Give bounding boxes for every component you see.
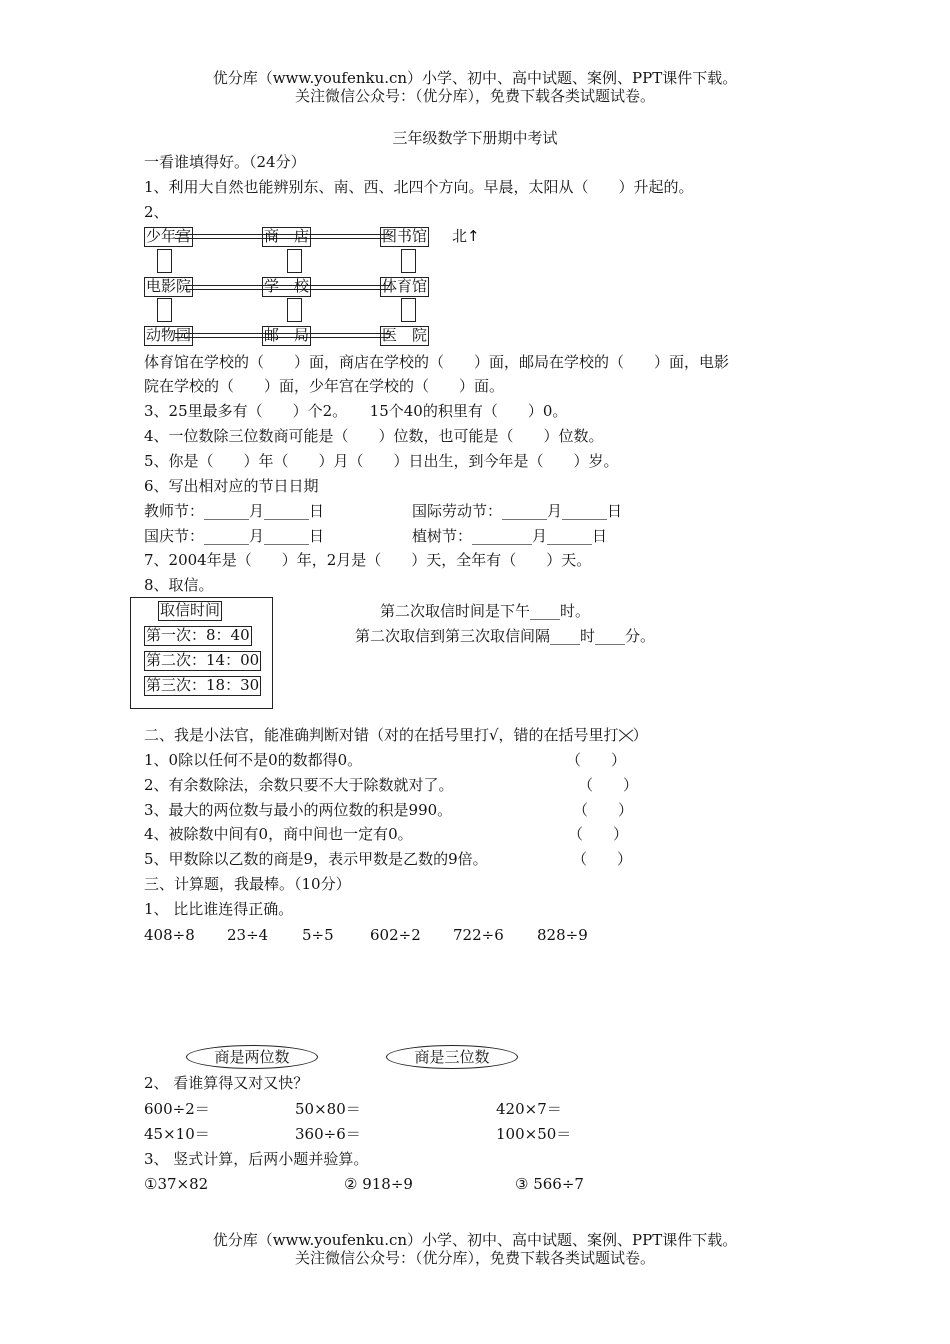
north-text: 北 xyxy=(452,227,468,245)
map-place: 体育馆 xyxy=(382,277,428,295)
map-square xyxy=(287,298,302,322)
vertical-calc-item: ② 918÷9 xyxy=(344,1175,413,1193)
question-3-1: 1、 比比谁连得正确。 xyxy=(144,900,294,918)
judge-paren: （ ） xyxy=(573,801,634,819)
question-1-2-text-b: 院在学校的（ ）面，少年宫在学校的（ ）面。 xyxy=(144,377,505,395)
judge-paren: （ ） xyxy=(578,776,639,794)
oval-two-digit-quotient: 商是两位数 xyxy=(186,1045,318,1069)
section-2-heading xyxy=(144,725,648,745)
question-1-3: 3、25里最多有（ ）个2。 15个40的积里有（ ）0。 xyxy=(144,402,568,420)
north-label xyxy=(452,226,480,246)
judge-paren: （ ） xyxy=(572,850,633,868)
holiday-labor-day: 国际劳动节：______月______日 xyxy=(412,502,623,520)
map-place: 医 院 xyxy=(382,326,428,344)
footer-line-1: 优分库（www.youfenku.cn）小学、初中、高中试题、案例、PPT课件下载。 xyxy=(212,1231,738,1249)
question-1-7: 7、2004年是（ ）年，2月是（ ）天，全年有（ ）天。 xyxy=(144,551,592,569)
mail-schedule-item: 第一次：8：40 xyxy=(146,626,250,644)
section-2-heading-end: ） xyxy=(632,726,648,744)
question-1-8: 8、取信。 xyxy=(144,576,214,594)
page-title: 三年级数学下册期中考试 xyxy=(392,129,558,147)
question-1-4: 4、一位数除三位数商可能是（ ）位数，也可能是（ ）位数。 xyxy=(144,427,604,445)
header-line-1: 优分库（www.youfenku.cn）小学、初中、高中试题、案例、PPT课件下载。 xyxy=(212,69,738,87)
map-place: 动物园 xyxy=(146,326,192,344)
vertical-calc-item: ①37×82 xyxy=(144,1175,209,1193)
vertical-calc-item: ③ 566÷7 xyxy=(515,1175,584,1193)
match-expr: 602÷2 xyxy=(370,926,421,944)
map-square xyxy=(401,298,416,322)
calc-item: 420×7＝ xyxy=(496,1100,562,1118)
calc-item: 45×10＝ xyxy=(144,1125,210,1143)
header-line-2: 关注微信公众号：（优分库），免费下载各类试题试卷。 xyxy=(294,87,655,105)
question-1-8-a: 第二次取信时间是下午____时。 xyxy=(380,602,591,620)
map-place: 学 校 xyxy=(264,277,310,295)
match-expr: 722÷6 xyxy=(453,926,504,944)
mail-schedule-item: 第二次：14：00 xyxy=(146,651,260,669)
map-place: 少年宫 xyxy=(146,227,192,245)
question-1-5: 5、你是（ ）年（ ）月（ ）日出生，到今年是（ ）岁。 xyxy=(144,452,619,470)
map-place: 商 店 xyxy=(264,227,310,245)
section-3-heading: 三、计算题，我最棒。（10分） xyxy=(144,875,351,893)
judge-item: 1、0除以任何不是0的数都得0。 xyxy=(144,751,363,769)
footer-line-2: 关注微信公众号：（优分库），免费下载各类试题试卷。 xyxy=(294,1249,655,1267)
question-1-1: 1、利用大自然也能辨别东、南、西、北四个方向。早晨，太阳从（ ）升起的。 xyxy=(144,178,694,196)
cross-mark-icon xyxy=(619,729,633,743)
calc-item: 600÷2＝ xyxy=(144,1100,210,1118)
question-1-8-b: 第二次取信到第三次取信间隔____时____分。 xyxy=(355,627,656,645)
calc-item: 360÷6＝ xyxy=(295,1125,361,1143)
calc-item: 50×80＝ xyxy=(295,1100,361,1118)
judge-paren: （ ） xyxy=(566,751,627,769)
calc-item: 100×50＝ xyxy=(496,1125,572,1143)
match-expr: 408÷8 xyxy=(144,926,195,944)
match-expr: 5÷5 xyxy=(302,926,334,944)
question-1-2-text-a: 体育馆在学校的（ ）面，商店在学校的（ ）面，邮局在学校的（ ）面，电影 xyxy=(144,353,730,371)
judge-paren: （ ） xyxy=(568,825,629,843)
map-place: 邮 局 xyxy=(264,326,310,344)
map-place: 电影院 xyxy=(146,277,192,295)
section-1-heading: 一看谁填得好。（24分） xyxy=(144,153,306,171)
holiday-national-day: 国庆节：______月______日 xyxy=(144,527,325,545)
map-square xyxy=(287,249,302,273)
map-square xyxy=(157,298,172,322)
question-1-2-label: 2、 xyxy=(144,203,169,221)
mail-schedule-item: 第三次：18：30 xyxy=(146,676,260,694)
map-square xyxy=(157,249,172,273)
match-expr: 23÷4 xyxy=(227,926,269,944)
section-2-heading-text: 二、我是小法官，能准确判断对错（对的在括号里打√，错的在括号里打 xyxy=(144,726,619,744)
map-square xyxy=(401,249,416,273)
holiday-arbor-day: 植树节：________月______日 xyxy=(412,527,608,545)
judge-item: 2、有余数除法，余数只要不大于除数就对了。 xyxy=(144,776,454,794)
judge-item: 3、最大的两位数与最小的两位数的积是990。 xyxy=(144,801,453,819)
holiday-teachers-day: 教师节：______月______日 xyxy=(144,502,325,520)
question-3-3: 3、 竖式计算，后两小题并验算。 xyxy=(144,1150,369,1168)
oval-three-digit-quotient: 商是三位数 xyxy=(386,1045,518,1069)
map-place: 图书馆 xyxy=(382,227,428,245)
judge-item: 4、被除数中间有0，商中间也一定有0。 xyxy=(144,825,413,843)
judge-item: 5、甲数除以乙数的商是9，表示甲数是乙数的9倍。 xyxy=(144,850,488,868)
match-expr: 828÷9 xyxy=(537,926,588,944)
north-arrow-icon: ↑ xyxy=(467,227,480,245)
mail-schedule-head: 取信时间 xyxy=(160,601,221,619)
question-3-2: 2、 看谁算得又对又快？ xyxy=(144,1074,309,1092)
question-1-6: 6、写出相对应的节日日期 xyxy=(144,477,319,495)
